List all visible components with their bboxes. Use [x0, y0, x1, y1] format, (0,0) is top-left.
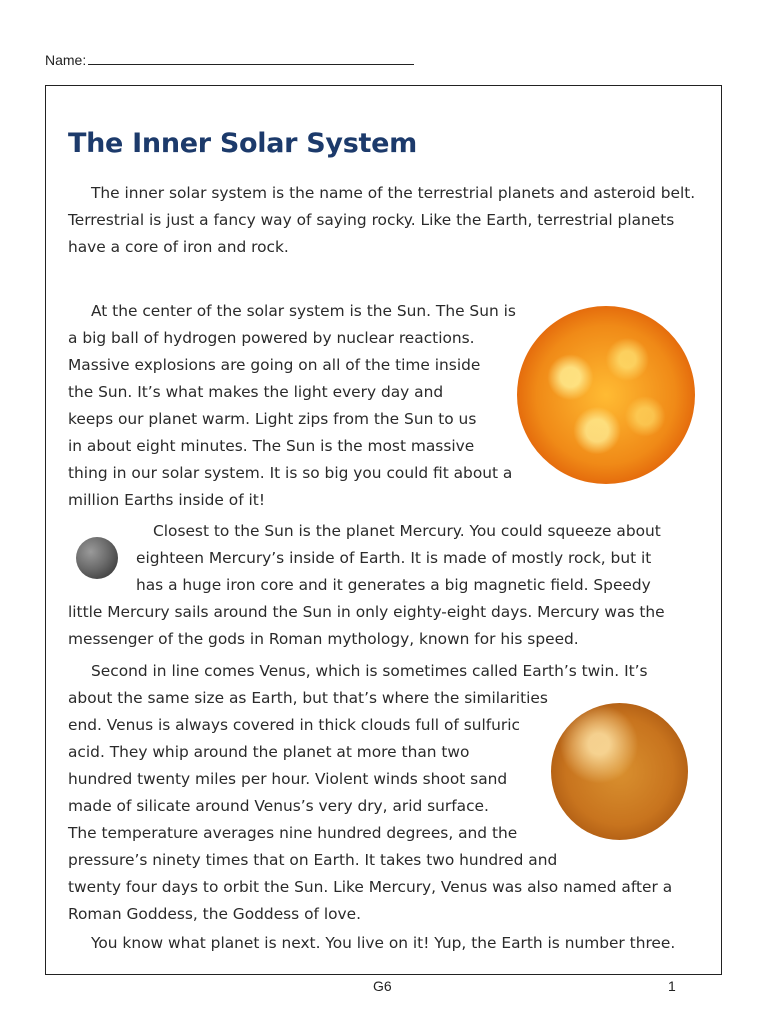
venus-line: Second in line comes Venus, which is sometimes called Earth’s twin. It’s — [91, 662, 648, 680]
name-field — [45, 52, 414, 68]
mercury-line: has a huge iron core and it generates a big magnetic field. Speedy — [136, 576, 651, 594]
sun-line: At the center of the solar system is the Sun. The Sun is — [91, 302, 516, 320]
mercury-line: Closest to the Sun is the planet Mercury. You could squeeze about — [153, 522, 661, 540]
venus-line: acid. They whip around the planet at more than two — [68, 743, 470, 761]
venus-line: The temperature averages nine hundred degrees, and the — [68, 824, 518, 842]
venus-line: made of silicate around Venus’s very dry, arid surface. — [68, 797, 489, 815]
venus-line: pressure’s ninety times that on Earth. It takes two hundred and — [68, 851, 558, 869]
page-title: The Inner Solar System — [68, 128, 417, 159]
venus-line: end. Venus is always covered in thick clouds full of sulfuric — [68, 716, 520, 734]
sun-line: million Earths inside of it! — [68, 491, 266, 509]
mercury-line: messenger of the gods in Roman mythology, known for his speed. — [68, 630, 579, 648]
sun-line: thing in our solar system. It is so big you could fit about a — [68, 464, 513, 482]
name-blank-line — [88, 52, 414, 65]
page-number: 1 — [668, 978, 676, 994]
grade-code: G6 — [373, 978, 392, 994]
sun-line: Massive explosions are going on all of the time inside — [68, 356, 481, 374]
mercury-line: eighteen Mercury’s inside of Earth. It is made of mostly rock, but it — [136, 549, 652, 567]
venus-image — [551, 703, 688, 840]
sun-line: a big ball of hydrogen powered by nuclear reactions. — [68, 329, 475, 347]
sun-line: in about eight minutes. The Sun is the most massive — [68, 437, 475, 455]
sun-line: keeps our planet warm. Light zips from the Sun to us — [68, 410, 477, 428]
sun-image — [517, 306, 695, 484]
venus-line: Roman Goddess, the Goddess of love. — [68, 905, 361, 923]
sun-line: the Sun. It’s what makes the light every day and — [68, 383, 444, 401]
venus-line: about the same size as Earth, but that’s where the similarities — [68, 689, 548, 707]
name-label: Name: — [45, 52, 87, 68]
venus-line: hundred twenty miles per hour. Violent winds shoot sand — [68, 770, 508, 788]
earth-paragraph: You know what planet is next. You live on it! Yup, the Earth is number three. — [91, 934, 676, 952]
venus-line: twenty four days to orbit the Sun. Like Mercury, Venus was also named after a — [68, 878, 673, 896]
mercury-line: little Mercury sails around the Sun in only eighty-eight days. Mercury was the — [68, 603, 665, 621]
intro-paragraph: The inner solar system is the name of the terrestrial planets and asteroid belt. Terrestrial is just a fancy way of saying rocky. Like the Earth, terrestrial planets have a core of iron and rock. — [68, 184, 696, 256]
